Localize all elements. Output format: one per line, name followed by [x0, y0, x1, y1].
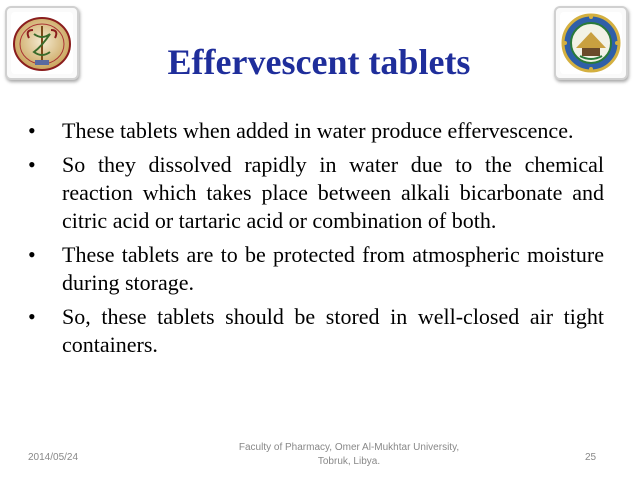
bullet-text: So they dissolved rapidly in water due to the chemical reaction which takes place between alkali bicarbonate and citric acid or tartaric acid or combination of both.: [62, 152, 604, 233]
bullet-icon: •: [28, 152, 36, 177]
bullet-text: So, these tablets should be stored in well-closed air tight containers.: [62, 304, 604, 357]
bullet-text: These tablets when added in water produce effervescence.: [62, 118, 574, 143]
bullet-item: [28, 117, 604, 145]
footer-institution: [219, 441, 479, 469]
footer-date: 2014/05/24: [28, 452, 79, 463]
bullet-list: [28, 117, 604, 365]
page-number: 25: [585, 452, 597, 463]
footer-institution-line2: Tobruk, Libya.: [317, 456, 381, 467]
bullet-item: [28, 303, 604, 359]
bullet-item: [28, 241, 604, 297]
footer-institution-line1: Faculty of Pharmacy, Omer Al-Mukhtar University,: [238, 442, 460, 453]
bullet-icon: •: [28, 304, 36, 329]
bullet-icon: •: [28, 118, 36, 143]
bullet-item: [28, 151, 604, 235]
bullet-icon: •: [28, 242, 36, 267]
slide-title: Effervescent tablets: [167, 42, 471, 82]
bullet-text: These tablets are to be protected from atmospheric moisture during storage.: [62, 242, 604, 295]
